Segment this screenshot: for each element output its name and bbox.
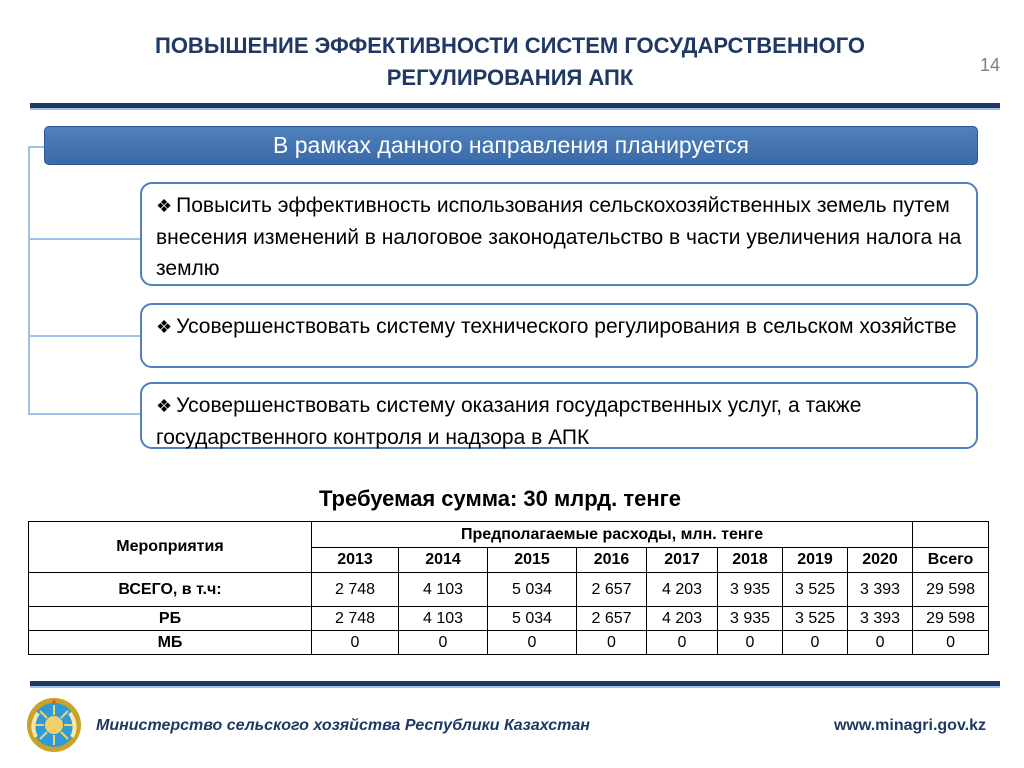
col-header-expenses: Предполагаемые расходы, млн. тенге <box>312 522 913 548</box>
table-cell: 5 034 <box>488 573 577 607</box>
year-header: 2016 <box>577 548 647 573</box>
year-header: 2014 <box>399 548 488 573</box>
table-cell: 5 034 <box>488 607 577 631</box>
plan-item <box>140 382 978 449</box>
tree-connector-branch <box>28 146 44 148</box>
table-cell: 0 <box>488 631 577 655</box>
table-cell-total: 29 598 <box>913 607 989 631</box>
table-cell: 0 <box>312 631 399 655</box>
expenses-table <box>28 521 989 655</box>
plan-item <box>140 303 978 368</box>
tree-connector-branch <box>28 335 140 337</box>
tree-connector-branch <box>28 238 140 240</box>
table-row <box>29 607 989 631</box>
table-cell: 3 393 <box>848 573 913 607</box>
year-header: 2017 <box>647 548 718 573</box>
table-cell: 3 935 <box>718 573 783 607</box>
col-header-activities: Мероприятия <box>29 522 312 573</box>
row-label: ВСЕГО, в т.ч: <box>29 573 312 607</box>
table-cell: 0 <box>647 631 718 655</box>
ministry-name: Министерство сельского хозяйства Республики Казахстан <box>96 717 590 734</box>
table-row <box>29 573 989 607</box>
diamond-bullet-icon: ❖ <box>156 317 173 337</box>
kazakhstan-emblem-icon <box>26 697 82 753</box>
slide-title: ПОВЫШЕНИЕ ЭФФЕКТИВНОСТИ СИСТЕМ ГОСУДАРСТВЕННОГО РЕГУЛИРОВАНИЯ АПК <box>155 33 865 90</box>
table-cell: 0 <box>783 631 848 655</box>
plan-item-text: Повысить эффективность использования сельскохозяйственных земель путем внесения изменений в налоговое законодательство в части увеличения налога на землю <box>156 194 962 280</box>
table-cell: 0 <box>718 631 783 655</box>
required-sum: Требуемая сумма: 30 млрд. тенге <box>318 486 682 511</box>
year-header: 2015 <box>488 548 577 573</box>
table-cell: 2 657 <box>577 573 647 607</box>
table-cell: 4 203 <box>647 573 718 607</box>
diamond-bullet-icon: ❖ <box>156 196 173 216</box>
website-link[interactable]: www.minagri.gov.kz <box>833 717 986 734</box>
top-divider-accent <box>30 108 1000 110</box>
col-header-empty <box>913 522 989 548</box>
plan-item <box>140 182 978 286</box>
tree-connector <box>28 146 30 414</box>
table-cell: 0 <box>399 631 488 655</box>
table-cell: 4 203 <box>647 607 718 631</box>
table-row <box>29 631 989 655</box>
table-cell: 2 748 <box>312 607 399 631</box>
table-cell: 4 103 <box>399 573 488 607</box>
table-cell: 0 <box>848 631 913 655</box>
plan-item-text: Усовершенствовать систему технического регулирования в сельском хозяйстве <box>176 315 957 338</box>
table-cell: 3 935 <box>718 607 783 631</box>
table-cell: 0 <box>577 631 647 655</box>
table-cell: 3 393 <box>848 607 913 631</box>
plan-item-text: Усовершенствовать систему оказания государственных услуг, а также государственного контроля и надзора в АПК <box>156 394 862 449</box>
row-label: РБ <box>29 607 312 631</box>
year-header: 2018 <box>718 548 783 573</box>
plan-header: В рамках данного направления планируется <box>44 126 978 165</box>
row-label: МБ <box>29 631 312 655</box>
slide-number: 14 <box>979 55 1001 75</box>
total-header: Всего <box>913 548 989 573</box>
table-cell: 4 103 <box>399 607 488 631</box>
table-cell: 2 657 <box>577 607 647 631</box>
tree-connector-branch <box>28 413 140 415</box>
table-cell: 3 525 <box>783 607 848 631</box>
year-header: 2013 <box>312 548 399 573</box>
year-header: 2019 <box>783 548 848 573</box>
table-cell: 3 525 <box>783 573 848 607</box>
bottom-divider-accent <box>30 686 1000 688</box>
diamond-bullet-icon: ❖ <box>156 396 173 416</box>
year-header: 2020 <box>848 548 913 573</box>
table-cell-total: 0 <box>913 631 989 655</box>
table-cell: 2 748 <box>312 573 399 607</box>
table-cell-total: 29 598 <box>913 573 989 607</box>
